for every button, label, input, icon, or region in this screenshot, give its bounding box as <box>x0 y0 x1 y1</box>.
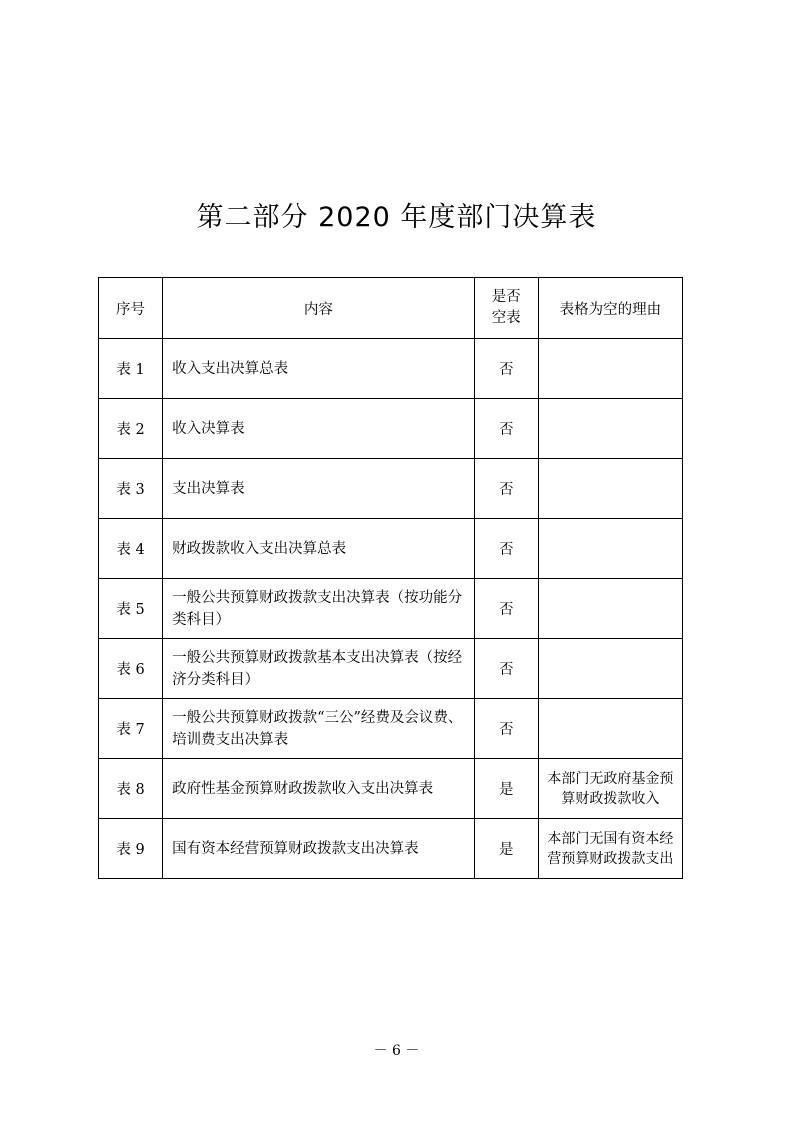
row-reason: 本部门无国有资本经营预算财政拨款支出 <box>538 819 682 879</box>
table-row <box>99 399 683 459</box>
row-empty: 是 <box>474 759 538 819</box>
header-empty-line2: 空表 <box>491 310 521 326</box>
row-empty: 否 <box>474 339 538 399</box>
table-row <box>99 579 683 639</box>
row-reason <box>538 579 682 639</box>
table-row <box>99 459 683 519</box>
table-row <box>99 819 683 879</box>
row-no: 表 7 <box>99 699 163 759</box>
page-number: － 6 － <box>373 1043 420 1059</box>
row-empty: 否 <box>474 639 538 699</box>
row-no: 表 9 <box>99 819 163 879</box>
row-no: 表 8 <box>99 759 163 819</box>
row-empty: 否 <box>474 579 538 639</box>
row-empty: 是 <box>474 819 538 879</box>
page-title: 第二部分 2020 年度部门决算表 <box>196 202 597 233</box>
row-content: 政府性基金预算财政拨款收入支出决算表 <box>163 759 475 819</box>
row-content: 收入决算表 <box>163 399 475 459</box>
header-reason: 表格为空的理由 <box>538 278 682 339</box>
row-no: 表 2 <box>99 399 163 459</box>
header-empty <box>474 278 538 339</box>
row-content: 国有资本经营预算财政拨款支出决算表 <box>163 819 475 879</box>
row-empty: 否 <box>474 399 538 459</box>
header-empty-line1: 是否 <box>491 289 521 305</box>
row-reason: 本部门无政府基金预算财政拨款收入 <box>538 759 682 819</box>
row-reason <box>538 639 682 699</box>
row-reason <box>538 519 682 579</box>
row-no: 表 6 <box>99 639 163 699</box>
table-header-row <box>99 278 683 339</box>
row-content: 一般公共预算财政拨款支出决算表（按功能分类科目） <box>163 579 475 639</box>
row-content: 一般公共预算财政拨款基本支出决算表（按经济分类科目） <box>163 639 475 699</box>
row-empty: 否 <box>474 519 538 579</box>
row-empty: 否 <box>474 459 538 519</box>
row-no: 表 1 <box>99 339 163 399</box>
row-content: 财政拨款收入支出决算总表 <box>163 519 475 579</box>
header-no: 序号 <box>99 278 163 339</box>
row-empty: 否 <box>474 699 538 759</box>
row-reason <box>538 339 682 399</box>
budget-tables-list <box>98 277 683 879</box>
table-row <box>99 519 683 579</box>
row-content: 支出决算表 <box>163 459 475 519</box>
table-row <box>99 759 683 819</box>
row-no: 表 5 <box>99 579 163 639</box>
header-content: 内容 <box>163 278 475 339</box>
table-row <box>99 639 683 699</box>
row-content: 收入支出决算总表 <box>163 339 475 399</box>
table-row <box>99 339 683 399</box>
row-content: 一般公共预算财政拨款“三公”经费及会议费、培训费支出决算表 <box>163 699 475 759</box>
row-reason <box>538 699 682 759</box>
row-no: 表 3 <box>99 459 163 519</box>
row-reason <box>538 459 682 519</box>
row-reason <box>538 399 682 459</box>
table-row <box>99 699 683 759</box>
row-no: 表 4 <box>99 519 163 579</box>
